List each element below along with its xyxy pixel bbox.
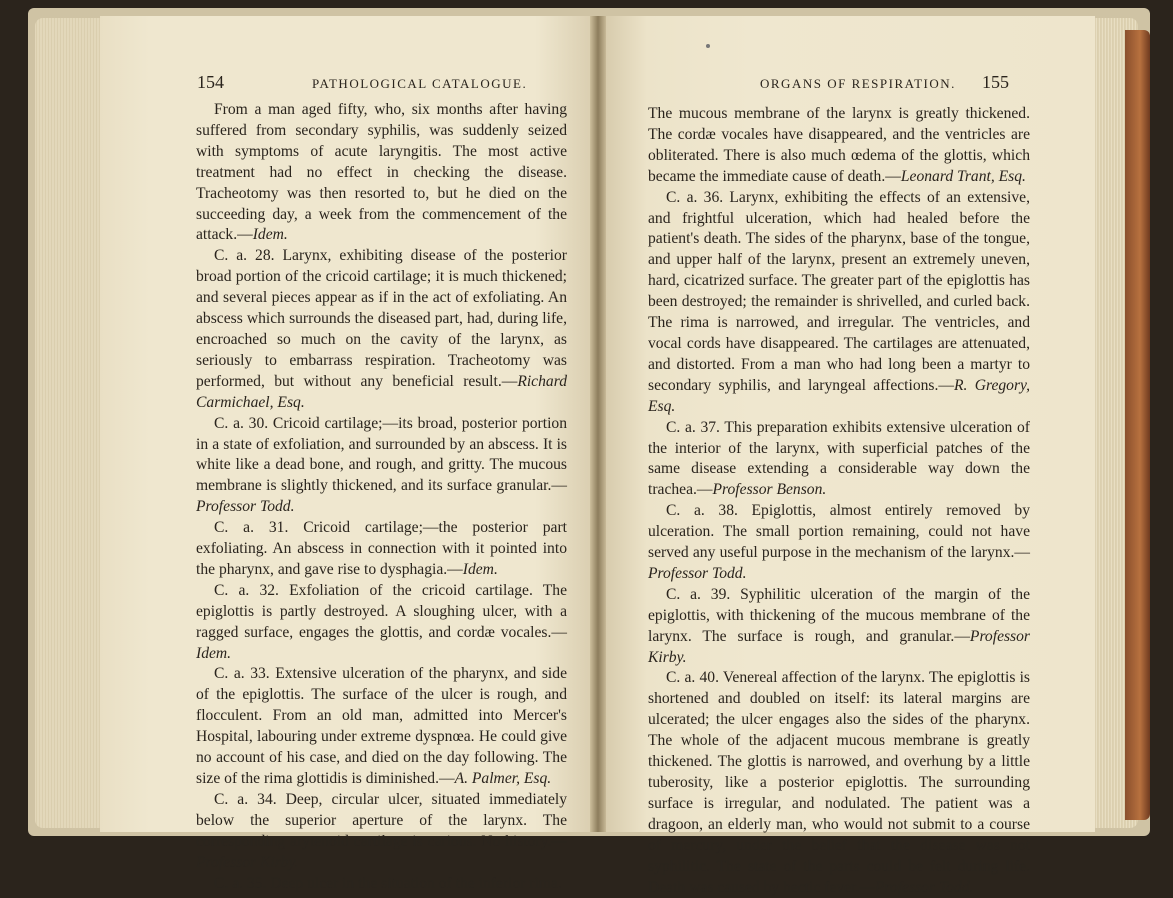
catalogue-entry: C. a. 32. Exfoliation of the cricoid cartilage. The epiglottis is partly destroyed. A sloughing ulcer, with a ragged surface, engages the glottis, and cordæ vocales.—Idem.	[196, 581, 567, 662]
right-page-body	[648, 104, 1030, 898]
right-page-number: 155	[982, 72, 1009, 92]
catalogue-entry: C. a. 28. Larynx, exhibiting disease of the posterior broad portion of the cricoid cartilage; it is much thickened; and several pieces appear as if in the act of exfoliating. An abscess which surrounds the diseased part, had, during life, encroached so much on the cavity of the larynx, as seriously to embarrass respiration. Tracheotomy was performed, but without any beneficial result.—Richard Carmichael, Esq.	[196, 247, 567, 411]
catalogue-entry: C. a. 37. This preparation exhibits extensive ulceration of the interior of the larynx, with superficial patches of the same disease extending a considerable way down the trachea.—Professor Benson.	[648, 418, 1030, 499]
catalogue-entry: C. a. 30. Cricoid cartilage;—its broad, posterior portion in a state of exfoliation, and surrounded by an abscess. It is white like a dead bone, and rough, and gritty. The mucous membrane is slightly thickened, and its surface granular.—Professor Todd.	[196, 414, 567, 516]
entry-author: Professor Todd.	[196, 498, 295, 516]
catalogue-entry: C. a. 40. Venereal affection of the larynx. The epiglottis is shortened and doubled on itself: its lateral margins are ulcerated; the ulcer engages also the sides of the pharynx. The whole of the adjacent mucous membrane is greatly thickened. The glottis is narrowed, and overhung by a little tuberosity, like a posterior epiglottis. The surrounding surface is irregular, and nodulated. The patient was a dragoon, an elderly man, who would not submit to a course of mercury, under the belief that the disease was not syphilitic. The state of the parts could be felt during life. Death was caused by hectic fever.—Professor Todd.	[648, 669, 1030, 896]
catalogue-entry: C. a. 36. Larynx, exhibiting the effects of an extensive, and frightful ulceration, which had healed before the patient's death. The sides of the pharynx, base of the tongue, and upper half of the larynx, present an extremely uneven, hard, cicatrized surface. The greater part of the epiglottis has been destroyed; the remainder is shrivelled, and curled back. The rima is narrowed, and irregular. The ventricles, and vocal cords have disappeared. The cartilages are attenuated, and distorted. From a man who had long been a martyr to secondary syphilis, and laryngeal affections.—R. Gregory, Esq.	[648, 188, 1030, 415]
entry-author: Professor Kirby.	[196, 853, 299, 871]
paper-speck	[706, 44, 710, 48]
catalogue-entry: C. a. 31. Cricoid cartilage;—the posterior part exfoliating. An abscess in connection with it pointed into the pharynx, and gave rise to dysphagia.—Idem.	[196, 519, 567, 578]
entry-author: A. Palmer, Esq.	[454, 770, 552, 787]
left-page-number: 154	[197, 72, 224, 92]
entry-author: Professor Benson.	[712, 481, 827, 499]
catalogue-entry: C. a. 39. Syphilitic ulceration of the margin of the epiglottis, with thickening of the mucous membrane of the larynx. The surface is rough, and granular.—Professor Kirby.	[648, 585, 1030, 666]
entry-author: Leonard Trant, Esq.	[900, 167, 1026, 185]
left-page-header	[197, 72, 567, 94]
right-running-head: ORGANS OF RESPIRATION.	[760, 76, 956, 91]
entry-author: Idem.	[196, 644, 232, 662]
entry-author: Professor Kirby.	[648, 627, 1030, 666]
left-page-body	[196, 100, 567, 894]
catalogue-entry: C. a. 34. Deep, circular ulcer, situated immediately below the superior aperture of the larynx. The corresponding arytenoid cartilage is carious. No history.—Professor Kirby.	[196, 790, 567, 871]
entry-author: Professor Todd.	[874, 878, 974, 896]
entry-author: Professor Todd.	[648, 564, 747, 582]
entry-author: Richard Carmichael, Esq.	[196, 372, 567, 411]
book-cover-edge	[1125, 30, 1150, 820]
book-gutter	[590, 16, 606, 832]
entry-author: Idem.	[462, 560, 498, 578]
entry-author: R. Gregory, Esq.	[648, 376, 1030, 415]
catalogue-entry: From a man aged fifty, who, six months after having suffered from secondary syphilis, was suddenly seized with symptoms of acute laryngitis. The most active treatment had no effect in checking the disease. Tracheotomy was then resorted to, but he died on the succeeding day, a week from the commencement of the attack.—Idem.	[196, 101, 567, 244]
left-running-head: PATHOLOGICAL CATALOGUE.	[312, 76, 528, 91]
catalogue-entry: C. a. 35. Deep ulcer in the situation of the inferior rima.	[214, 874, 562, 892]
page-edges-left	[35, 18, 105, 828]
catalogue-entry: C. a. 38. Epiglottis, almost entirely removed by ulceration. The small portion remaining, could not have served any useful purpose in the mechanism of the larynx.—Professor Todd.	[648, 502, 1030, 582]
right-page-header	[760, 72, 1095, 94]
catalogue-entry: C. a. 33. Extensive ulceration of the pharynx, and side of the epiglottis. The surface of the ulcer is rough, and flocculent. From an old man, admitted into Mercer's Hospital, labouring under extreme dyspnœa. He could give no account of his case, and died on the day following. The size of the rima glottidis is diminished.—A. Palmer, Esq.	[196, 665, 567, 787]
entry-author: Idem.	[252, 226, 288, 244]
catalogue-entry: The mucous membrane of the larynx is greatly thickened. The cordæ vocales have disappeared, and the ventricles are obliterated. There is also much œdema of the glottis, which became the immediate cause of death.—Leonard Trant, Esq.	[648, 105, 1030, 185]
